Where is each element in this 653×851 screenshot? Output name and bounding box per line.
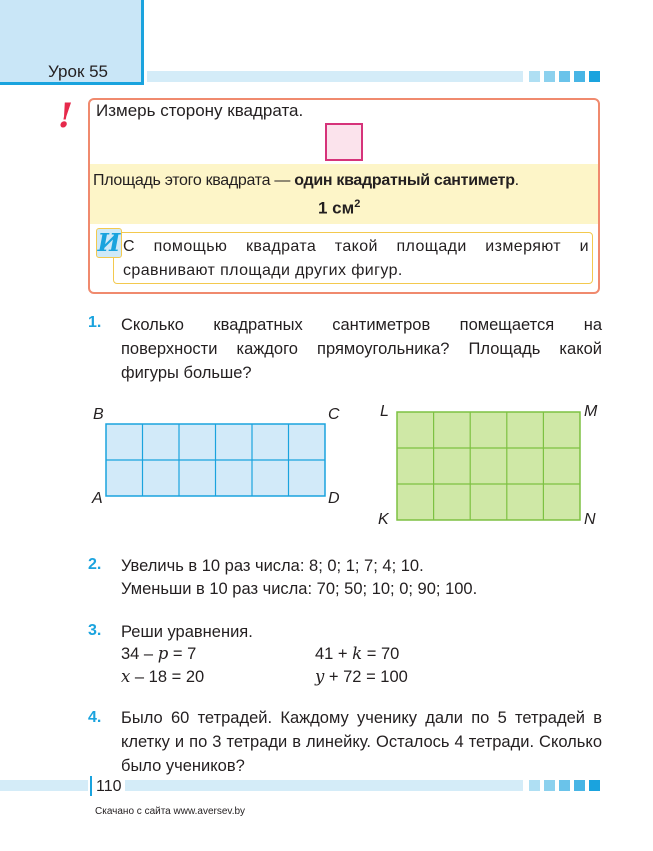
eq-part: = 7 [168,645,197,663]
footer-square [589,780,600,791]
unit-value: 1 см [318,198,355,218]
rect1-grid [105,423,326,497]
task-number: 1. [88,314,102,331]
footer-square [529,780,540,791]
source-note: Скачано с сайта www.aversev.by [95,806,246,817]
page-number-divider [90,776,92,796]
grid-outline [397,412,580,520]
footer-square [544,780,555,791]
eq-variable: x [121,667,131,686]
unit-square [325,123,363,161]
task-2-line-1: Увеличь в 10 раз числа: 8; 0; 1; 7; 4; 10. [121,557,424,575]
equation [121,665,204,689]
task-number: 4. [88,709,102,726]
rectangle-lmnk [396,411,581,521]
equation [315,665,408,689]
eq-part: 34 – [121,645,158,663]
task-4-text: Было 60 тетрадей. Каждому ученику дали по 5 тетрадей в клетку и по 3 тетради в линейку. Осталось 4 тетради. Сколько было учеников? [121,709,602,775]
eq-variable: k [352,644,363,663]
task-2-line-2: Уменьши в 10 раз числа: 70; 50; 10; 0; 90; 100. [121,580,478,598]
area-definition [93,172,519,190]
eq-variable: p [157,644,169,663]
eq-variable: y [315,667,325,686]
area-term: один квадратный сантиметр [294,172,515,189]
header-square [544,71,555,82]
footer-stripe [0,780,88,791]
footer-square [559,780,570,791]
page-number: 110 [96,778,122,795]
task-1-text: Сколько квадратных сантиметров помещается на поверхности каждого прямоугольника? Площадь какой фигуры больше? [121,316,602,382]
eq-part: 41 + [315,645,353,663]
footer-stripe [125,780,523,791]
rect2-grid [396,411,581,521]
vertex-label: K [378,511,389,528]
task-3-title: Реши уравнения. [121,623,253,641]
vertex-label: C [328,406,340,423]
vertex-label: M [584,403,598,420]
note-text: С помощью квадрата такой площади измеряют и сравнивают площади других фигур. [123,238,589,279]
lesson-title: Урок 55 [48,62,109,81]
vertex-label: L [380,403,389,420]
vertex-label: D [328,490,340,507]
equation [315,642,399,666]
vertex-label: N [584,511,596,528]
info-letter-icon: И [97,228,121,257]
area-suffix: . [514,172,519,189]
task-number: 3. [88,622,102,639]
task-number: 2. [88,556,102,573]
unit-notation [318,198,360,219]
header-square [574,71,585,82]
area-prefix: Площадь этого квадрата — [93,172,295,189]
eq-part: = 70 [362,645,400,663]
header-stripe [147,71,523,82]
header-square [559,71,570,82]
vertex-label: B [93,406,104,423]
measure-instruction: Измерь сторону квадрата. [96,101,304,120]
header-square [529,71,540,82]
footer-square [574,780,585,791]
vertex-label: A [92,490,103,507]
header-square [589,71,600,82]
unit-exponent: 2 [354,198,361,210]
eq-part: + 72 = 100 [324,668,408,686]
rectangle-abcd [105,423,326,497]
eq-part: – 18 = 20 [130,668,205,686]
exclamation-icon: ! [58,96,73,136]
equation [121,642,196,666]
